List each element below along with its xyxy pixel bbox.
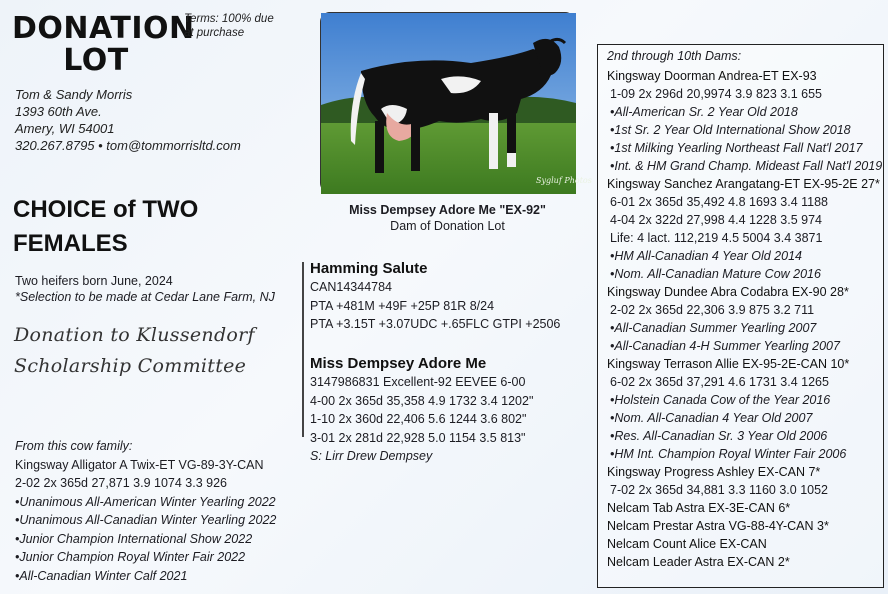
dam-ancestor-name: Kingsway Dundee Abra Codabra EX-90 28* (607, 285, 849, 299)
terms (184, 12, 274, 40)
cow-family-line: •Unanimous All-American Winter Yearling 2022 (15, 494, 276, 509)
sire-name: Hamming Salute (310, 260, 428, 277)
dam-award: •Int. & HM Grand Champ. Mideast Fall Nat'l 2019 (610, 159, 883, 173)
dam-record: 1-09 2x 296d 20,9974 3.9 823 3.1 655 (610, 87, 822, 101)
script-line-1: Donation to Klussendorf (14, 324, 255, 346)
offer-line-1: CHOICE of TWO (13, 196, 199, 223)
photo-watermark: Sygluf Photos (536, 176, 592, 185)
dam-award: •All-Canadian Summer Yearling 2007 (610, 321, 817, 335)
dam-ancestor-name: Nelcam Tab Astra EX-3E-CAN 6* (607, 501, 791, 515)
dam-award: •Nom. All-Canadian 4 Year Old 2007 (610, 411, 813, 425)
dam-record: 4-04 2x 322d 27,998 4.4 1228 3.5 974 (610, 213, 822, 227)
cow-family-line: •Unanimous All-Canadian Winter Yearling 2022 (15, 513, 277, 527)
dam-award: •1st Sr. 2 Year Old International Show 2018 (610, 123, 851, 137)
script-line-2: Scholarship Committee (14, 355, 247, 377)
dam-ancestor-name: Nelcam Leader Astra EX-CAN 2* (607, 555, 790, 569)
cow-family-line: Kingsway Alligator A Twix-ET VG-89-3Y-CAN (15, 457, 264, 472)
dam-sire-line: S: Lirr Drew Dempsey (310, 449, 433, 463)
dam-ancestor-name: Kingsway Progress Ashley EX-CAN 7* (607, 465, 821, 479)
sire-pta-2: PTA +3.15T +3.07UDC +.65FLC GTPI +2506 (310, 317, 561, 331)
contact-city: Amery, WI 54001 (15, 121, 115, 136)
donation-lot-title (12, 11, 195, 78)
offer-notes (15, 273, 275, 305)
dam-line: 1-10 2x 360d 22,406 5.6 1244 3.6 802" (310, 412, 527, 426)
dam-award: •All-Canadian 4-H Summer Yearling 2007 (610, 339, 840, 353)
cow-family-line: •All-Canadian Winter Calf 2021 (15, 568, 188, 583)
contact-block (15, 86, 241, 154)
dams-heading: 2nd through 10th Dams: (607, 49, 742, 63)
cow-family (15, 437, 276, 585)
title-line-2: LOT (63, 43, 129, 78)
dam-award: •Nom. All-Canadian Mature Cow 2016 (610, 267, 821, 281)
cow-family-line: •Junior Champion International Show 2022 (15, 531, 253, 546)
dam-line: 3-01 2x 281d 22,928 5.0 1154 3.5 813" (310, 430, 526, 445)
dams-box (597, 44, 884, 588)
dam-block (310, 355, 533, 466)
dam-record: 7-02 2x 365d 34,881 3.3 1160 3.0 1052 (610, 483, 829, 497)
photo-caption-name: Miss Dempsey Adore Me "EX-92" (349, 203, 546, 217)
cow-family-line: •Junior Champion Royal Winter Fair 2022 (15, 550, 246, 564)
cow-illustration (321, 13, 592, 194)
dam-award: •Holstein Canada Cow of the Year 2016 (610, 393, 831, 407)
dams-list (598, 45, 883, 571)
dam-award: •HM All-Canadian 4 Year Old 2014 (610, 249, 802, 263)
sire-block (310, 260, 560, 334)
offer-note-1: Two heifers born June, 2024 (15, 274, 173, 288)
offer-note-2: *Selection to be made at Cedar Lane Farm, NJ (15, 290, 275, 304)
dam-award: •HM Int. Champion Royal Winter Fair 2006 (610, 447, 847, 461)
sire-pta-1: PTA +481M +49F +25P 81R 8/24 (310, 298, 495, 313)
offer-line-2: FEMALES (13, 230, 128, 257)
dam-line: 3147986831 Excellent-92 EEVEE 6-00 (310, 375, 526, 389)
dam-record: 6-01 2x 365d 35,492 4.8 1693 3.4 1188 (610, 195, 829, 209)
dam-award: •1st Milking Yearling Northeast Fall Nat'l 2017 (610, 141, 863, 155)
terms-line-1: Terms: 100% due (184, 13, 274, 25)
dam-ancestor-name: Nelcam Count Alice EX-CAN (607, 537, 767, 551)
offer-heading (13, 193, 198, 261)
dam-ancestor-name: Kingsway Doorman Andrea-ET EX-93 (607, 69, 817, 83)
cow-family-line: 2-02 2x 365d 27,871 3.9 1074 3.3 926 (15, 476, 227, 490)
cow-family-heading: From this cow family: (15, 439, 133, 453)
photo-caption-sub: Dam of Donation Lot (390, 219, 505, 233)
dam-record: Life: 4 lact. 112,219 4.5 5004 3.4 3871 (610, 231, 823, 245)
contact-street: 1393 60th Ave. (15, 104, 102, 119)
dam-award: •Res. All-Canadian Sr. 3 Year Old 2006 (610, 429, 828, 443)
dam-line: 4-00 2x 365d 35,358 4.9 1732 3.4 1202" (310, 393, 534, 408)
pedigree-divider (302, 262, 304, 437)
contact-phone-email: 320.267.8795 • tom@tommorrisltd.com (15, 138, 241, 153)
terms-line-2: at purchase (184, 27, 245, 39)
dam-record: 2-02 2x 365d 22,306 3.9 875 3.2 711 (610, 303, 815, 317)
dam-ancestor-name: Kingsway Sanchez Arangatang-ET EX-95-2E 27* (607, 177, 880, 191)
dam-name: Miss Dempsey Adore Me (310, 355, 487, 372)
dam-ancestor-name: Nelcam Prestar Astra VG-88-4Y-CAN 3* (607, 519, 829, 533)
dam-record: 6-02 2x 365d 37,291 4.6 1731 3.4 1265 (610, 375, 829, 389)
dam-ancestor-name: Kingsway Terrason Allie EX-95-2E-CAN 10* (607, 357, 850, 371)
contact-names: Tom & Sandy Morris (15, 87, 133, 102)
cow-photo (320, 12, 592, 193)
scholarship-script (14, 320, 255, 382)
sire-reg: CAN14344784 (310, 280, 393, 294)
title-line-1: DONATION (12, 11, 195, 46)
dam-award: •All-American Sr. 2 Year Old 2018 (610, 105, 798, 119)
